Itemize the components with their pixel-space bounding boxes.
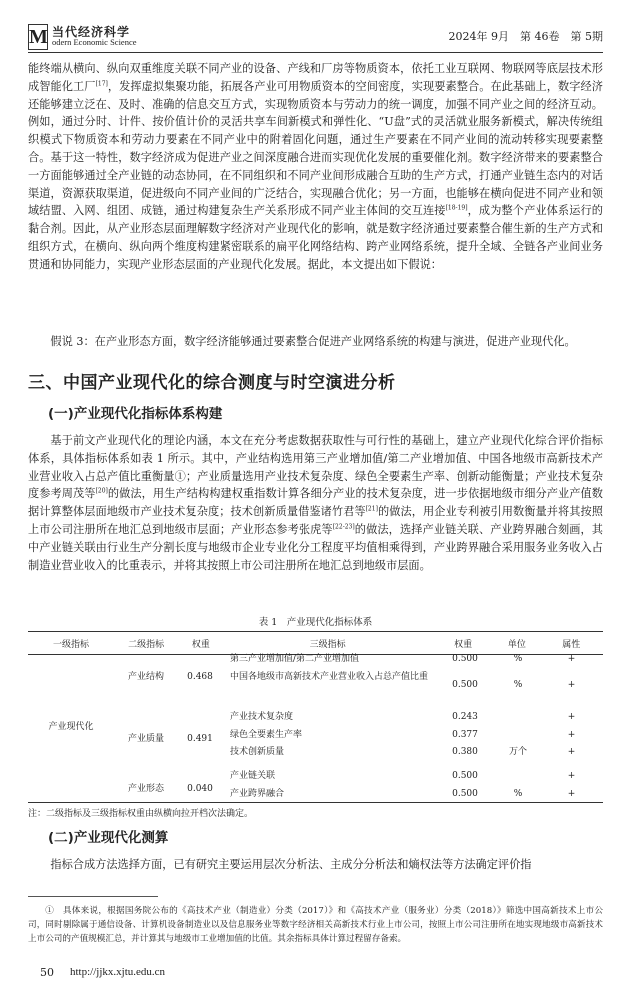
table-header-cell: 一级指标	[28, 632, 114, 655]
para1-text: 能终端从横向、纵向双重维度关联不同产业的设备、产线和厂房等物质资本，依托工业互联网、物联网等底层技术形成智能化工厂	[28, 62, 603, 93]
paragraph-1	[28, 60, 603, 274]
level3-indicator: 产业链关联	[230, 771, 276, 781]
journal-url: http://jjkx.xjtu.edu.cn	[70, 966, 166, 978]
level3-unit: %	[513, 679, 523, 690]
journal-name-cn: 当代经济科学	[52, 25, 131, 39]
para2-text-cont: 的做法，用生产结构构建权重指数计算各细分产业的技术复杂度，进一步依据地级市细分产业产值数据计算整体层面地级市产业技术复杂度；技术创新质量借鉴诸竹君等	[28, 487, 603, 519]
level1-indicator: 产业现代化	[48, 722, 94, 732]
journal-name-en: odern Economic Science	[52, 37, 137, 47]
page-number: 50	[40, 966, 54, 979]
table-header-cell: 三级指标	[223, 632, 431, 655]
footnote: ① 具体来说，根据国务院公布的《高技术产业（制造业）分类（2017）》和《高技术产业（服务业）分类（2018）》筛选中国高新技术上市公司，同时剔除属于通信设备、计算机设备制造业以及信息服务业等数字经济相关高新技术行业上市公司，按照上市公司注册所在地实现地级市高新技术上市公司的产值规模汇总，并计算其与地级市工业增加值的比值。其余指标具体计算过程留存备索。	[28, 906, 603, 944]
journal-logo: M	[29, 26, 48, 48]
level3-indicator: 产业跨界融合	[230, 788, 285, 799]
level3-attribute: +	[567, 771, 576, 781]
table-header-cell: 属性	[539, 632, 603, 655]
level2-weight: 0.040	[187, 783, 213, 794]
para1-text-cont: ，发挥虚拟集聚功能，拓展各产业可用物质资本的空间密度，实现要素整合。在此基础上，数字经济还能够建立泛在、及时、准确的信息交互方式，实现物质资本与劳动力的统一调度，加强不同产业之间的经济互动。例如，通过分时、计件、按价值计价的灵活共享车间新模式和弹性化、“U盘”式的灵活就业服务新模式，解决传统组织模式下物质资本和劳动力要素在不同产业中的附着固化问题，通过生产要素在不同产业间的流动转移实现要素整合。基于这一特性，数字经济成为促进产业之间深度融合进而实现优化发展的重要催化剂。数字经济带来的要素整合一方面能够通过全产业链的动态协同，在不同组织和不同产业间形成融合互助的生产方式，打通产业链生态内的对话渠道，资源获取渠道，促进级向不同产业间的广泛结合，实现融合优化；另一方面，也能够在横向促进不同产业和领域结盟、入网、组团、成链，通过构建复杂生产关系形成不同产业主体间的交互连接	[28, 79, 603, 218]
level3-weight: 0.500	[452, 771, 478, 781]
para1-text-end: ，成为整个产业体系运行的黏合剂。因此，从产业形态层面理解数字经济对产业现代化的影响，就是数字经济通过要素整合催生新的生产方式和组织方式，在横向、纵向两个维度构建紧密联系的扁平化网络结构、跨产业网络系统，提升全域、全链各产业间业务贯通和协同能力，实现产业形态层面的产业现代化发展。据此，本文提出如下假说：	[28, 204, 603, 271]
level3-indicator: 中国各地级市高新技术产业营业收入占总产值比重	[230, 671, 429, 682]
level2-weight: 0.491	[187, 733, 213, 744]
issue-info: 2024年 9月 第 46卷 第 5期	[448, 30, 603, 43]
level3-weight: 0.380	[452, 747, 478, 757]
level3-weight: 0.377	[452, 729, 478, 740]
paragraph-2	[28, 432, 603, 574]
journal-header	[28, 22, 603, 53]
table-header-cell: 权重	[178, 632, 223, 655]
level3-indicator: 第三产业增加值/第二产业增加值	[230, 654, 360, 664]
hypothesis-3: 假说 3：在产业形态方面，数字经济能够通过要素整合促进产业网络系统的构建与演进，促进产业现代化。	[50, 335, 576, 348]
level3-weight: 0.500	[452, 654, 478, 664]
para2-text-cont: 的做法，用企业专利被引用数衡量并将其按照上市公司注册所在地汇总到地级市层面；产业形态参考张虎等	[28, 505, 603, 536]
level3-indicator: 技术创新质量	[230, 747, 285, 757]
table-title: 表 1 产业现代化指标体系	[258, 617, 373, 628]
citation-ref: [21]	[365, 505, 378, 513]
table-note: 注：二级指标及三级指标权重由纵横向拉开档次法确定。	[28, 809, 254, 819]
level3-unit: 万个	[508, 747, 527, 757]
citation-ref: [17]	[95, 80, 108, 88]
level3-attribute: +	[567, 788, 576, 799]
level2-indicator: 产业形态	[127, 783, 164, 794]
level3-unit: %	[513, 788, 523, 799]
citation-ref: [18-19]	[445, 204, 468, 212]
level2-indicator: 产业质量	[127, 733, 164, 744]
level3-indicator: 产业技术复杂度	[230, 712, 294, 722]
level3-attribute: +	[567, 679, 576, 690]
citation-ref: [22-23]	[332, 523, 355, 531]
level2-indicator: 产业结构	[127, 672, 164, 682]
level3-weight: 0.500	[452, 788, 478, 799]
level3-weight: 0.243	[452, 712, 478, 722]
level3-attribute: +	[567, 654, 576, 664]
subsection-2-title: (二)产业现代化测算	[48, 830, 169, 846]
para2-text-end: 的做法，选择产业链关联、产业跨界融合刻画，其中产业链关联由行业生产分割长度与地级市企业专业化分工程度平均值相乘得到，产业跨界融合采用服务业务收入占制造业营业收入的比重表示，并将其按照上市公司注册所在地汇总到地级市层面。	[28, 522, 603, 572]
subsection-1-title: (一)产业现代化指标体系构建	[48, 406, 223, 422]
section-3-title: 三、中国产业现代化的综合测度与时空演进分析	[28, 373, 396, 393]
paragraph-3: 指标合成方法选择方面，已有研究主要运用层次分析法、主成分分析法和熵权法等方法确定评价指	[50, 858, 532, 871]
para2-text: 基于前文产业现代化的理论内涵，本文在充分考虑数据获取性与可行性的基础上，建立产业现代化综合评价指标体系，具体指标体系如表 1 所示。其中，产业结构选用第三产业增加值/第二产业增加值、中国各地级市高新技术产业营业收入占总产值比重衡量①；产业质量选用产业技术复杂度、绿色全要素生产率、创新动能衡量；产业技术复杂度参考周茂等	[28, 434, 603, 501]
level3-weight: 0.500	[452, 679, 478, 690]
level2-weight: 0.468	[187, 672, 213, 682]
footnote-rule	[28, 896, 158, 897]
indicator-table	[28, 631, 603, 655]
level3-unit: %	[513, 654, 523, 664]
citation-ref: [20]	[95, 487, 108, 495]
table-bottom-rule	[28, 802, 603, 803]
table-header-cell: 权重	[432, 632, 495, 655]
level3-indicator: 绿色全要素生产率	[230, 729, 303, 740]
table-header-row	[28, 632, 603, 655]
level3-attribute: +	[567, 729, 576, 740]
table-header-cell: 单位	[494, 632, 539, 655]
table-header-cell: 二级指标	[114, 632, 178, 655]
level3-attribute: +	[567, 712, 576, 722]
level3-attribute: +	[567, 747, 576, 757]
